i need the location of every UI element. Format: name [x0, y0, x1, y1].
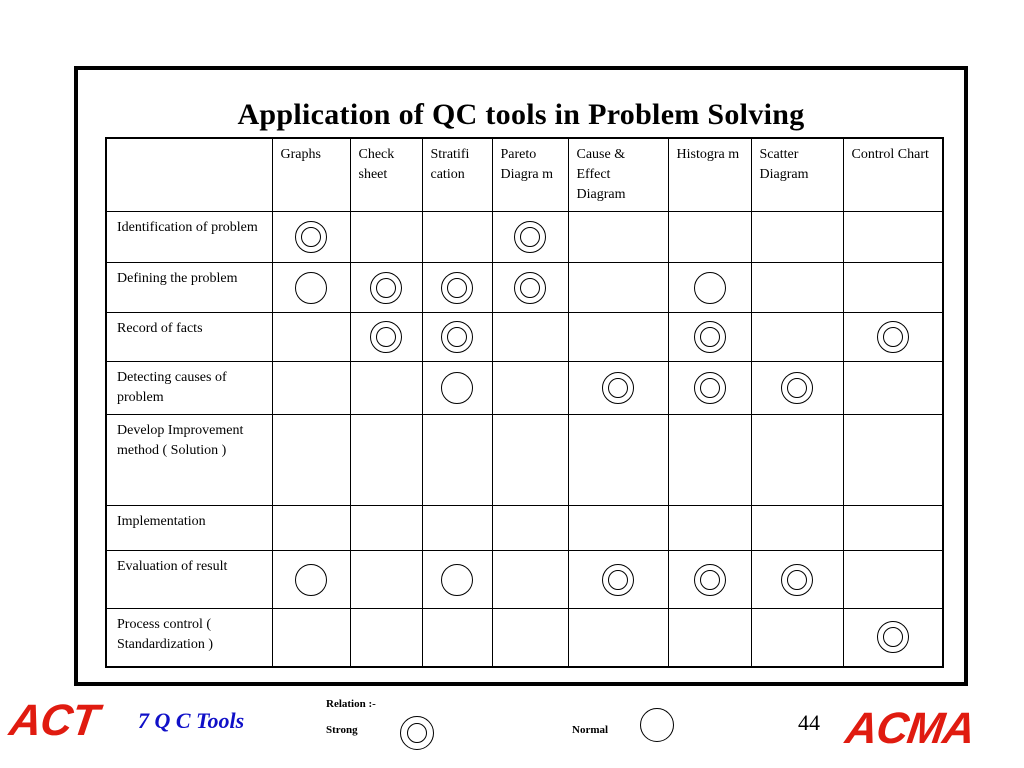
column-header: Stratifi cation: [422, 138, 492, 212]
normal-relation-icon: [295, 564, 327, 596]
cell: [272, 212, 350, 263]
normal-relation-icon: [694, 272, 726, 304]
row-label: Detecting causes of problem: [106, 362, 272, 415]
table-row: [106, 506, 943, 551]
strong-relation-icon: [441, 272, 473, 304]
strong-label: Strong: [326, 724, 358, 736]
cell: [350, 212, 422, 263]
cell: [272, 551, 350, 609]
cell: [350, 415, 422, 506]
table-row: [106, 362, 943, 415]
cell: [272, 362, 350, 415]
cell: [568, 212, 668, 263]
strong-legend-icon: [400, 716, 434, 750]
strong-relation-icon: [441, 321, 473, 353]
cell: [492, 362, 568, 415]
cell: [272, 313, 350, 362]
cell: [668, 415, 751, 506]
cell: [843, 263, 943, 313]
strong-relation-icon: [602, 564, 634, 596]
table-row: [106, 212, 943, 263]
header-row: [106, 138, 943, 212]
strong-relation-icon: [781, 372, 813, 404]
row-label: Defining the problem: [106, 263, 272, 313]
cell: [751, 415, 843, 506]
cell: [843, 212, 943, 263]
cell: [751, 551, 843, 609]
cell: [422, 362, 492, 415]
relation-label: Relation :-: [326, 698, 376, 710]
row-label: Evaluation of result: [106, 551, 272, 609]
cell: [668, 362, 751, 415]
cell: [492, 313, 568, 362]
cell: [350, 506, 422, 551]
acma-logo: ACMA: [842, 704, 978, 753]
normal-relation-icon: [441, 372, 473, 404]
column-header: Check sheet: [350, 138, 422, 212]
cell: [668, 609, 751, 667]
cell: [568, 362, 668, 415]
strong-relation-icon: [694, 564, 726, 596]
cell: [668, 551, 751, 609]
strong-relation-icon: [514, 221, 546, 253]
row-label: Record of facts: [106, 313, 272, 362]
corner-cell: [106, 138, 272, 212]
act-logo: ACT: [6, 696, 101, 745]
page-number: 44: [798, 710, 820, 735]
cell: [422, 551, 492, 609]
normal-legend-icon: [640, 708, 674, 742]
column-header: Scatter Diagram: [751, 138, 843, 212]
normal-relation-icon: [441, 564, 473, 596]
cell: [422, 609, 492, 667]
cell: [668, 506, 751, 551]
strong-relation-icon: [877, 321, 909, 353]
strong-relation-icon: [514, 272, 546, 304]
cell: [350, 313, 422, 362]
cell: [668, 263, 751, 313]
cell: [751, 506, 843, 551]
cell: [568, 415, 668, 506]
normal-label: Normal: [572, 724, 609, 736]
strong-relation-icon: [877, 621, 909, 653]
cell: [350, 609, 422, 667]
cell: [568, 263, 668, 313]
normal-relation-icon: [295, 272, 327, 304]
table-row: [106, 551, 943, 609]
cell: [422, 263, 492, 313]
cell: [492, 551, 568, 609]
footer-subject: 7 Q C Tools: [138, 708, 245, 733]
strong-relation-icon: [370, 321, 402, 353]
cell: [568, 551, 668, 609]
cell: [492, 212, 568, 263]
cell: [350, 362, 422, 415]
cell: [272, 609, 350, 667]
cell: [843, 609, 943, 667]
cell: [751, 362, 843, 415]
strong-relation-icon: [370, 272, 402, 304]
strong-relation-icon: [694, 372, 726, 404]
column-header: Control Chart: [843, 138, 943, 212]
row-label: Process control ( Standardization ): [106, 609, 272, 667]
cell: [492, 506, 568, 551]
cell: [422, 506, 492, 551]
cell: [272, 506, 350, 551]
slide-frame: [74, 66, 968, 686]
cell: [843, 362, 943, 415]
cell: [272, 415, 350, 506]
cell: [422, 313, 492, 362]
strong-relation-icon: [781, 564, 813, 596]
row-label: Identification of problem: [106, 212, 272, 263]
cell: [422, 415, 492, 506]
cell: [751, 212, 843, 263]
cell: [568, 506, 668, 551]
cell: [843, 551, 943, 609]
cell: [492, 415, 568, 506]
table-row: [106, 609, 943, 667]
cell: [668, 212, 751, 263]
cell: [568, 313, 668, 362]
qc-tools-table: [105, 137, 944, 668]
column-header: Cause & Effect Diagram: [568, 138, 668, 212]
row-label: Develop Improvement method ( Solution ): [106, 415, 272, 506]
table-row: [106, 263, 943, 313]
cell: [350, 551, 422, 609]
strong-relation-icon: [602, 372, 634, 404]
cell: [843, 313, 943, 362]
cell: [350, 263, 422, 313]
cell: [492, 609, 568, 667]
strong-relation-icon: [694, 321, 726, 353]
strong-relation-icon: [295, 221, 327, 253]
slide-title: Application of QC tools in Problem Solving: [237, 98, 805, 131]
cell: [492, 263, 568, 313]
cell: [272, 263, 350, 313]
row-label: Implementation: [106, 506, 272, 551]
cell: [843, 415, 943, 506]
cell: [751, 313, 843, 362]
cell: [751, 263, 843, 313]
cell: [843, 506, 943, 551]
cell: [422, 212, 492, 263]
table-row: [106, 313, 943, 362]
table-row: [106, 415, 943, 506]
cell: [668, 313, 751, 362]
column-header: Graphs: [272, 138, 350, 212]
column-header: Pareto Diagra m: [492, 138, 568, 212]
cell: [568, 609, 668, 667]
cell: [751, 609, 843, 667]
column-header: Histogra m: [668, 138, 751, 212]
